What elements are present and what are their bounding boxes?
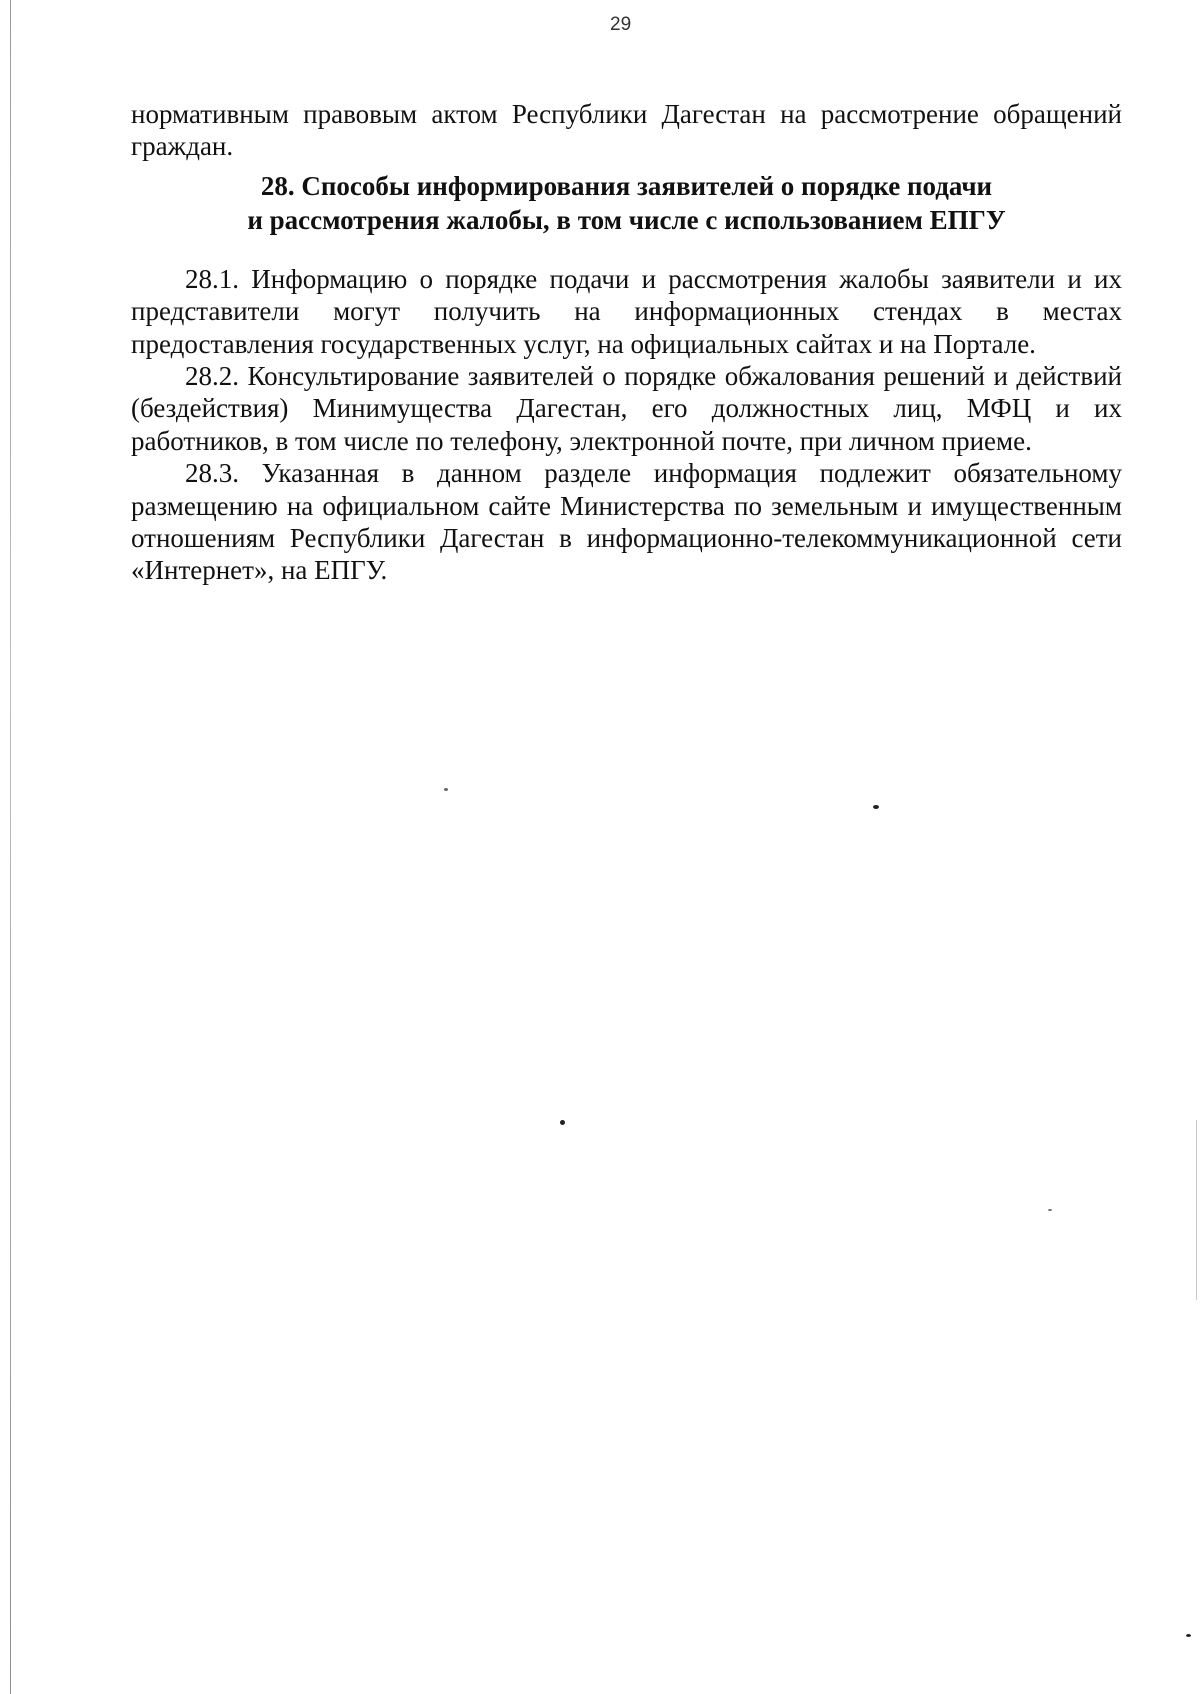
document-body [131, 98, 1122, 587]
paragraph-28-2: 28.2. Консультирование заявителей о порядке обжалования решений и действий (бездействия) Минимущества Дагестан, его должностных лиц, МФЦ и их работников, в том числе по телефону, электронной почте, при личном приеме. [131, 361, 1122, 456]
continuation-paragraph: нормативным правовым актом Республики Дагестан на рассмотрение обращений граждан. [131, 99, 1122, 162]
scan-speck [560, 1120, 565, 1125]
paragraph-28-1: 28.1. Информацию о порядке подачи и рассмотрения жалобы заявители и их представители могут получить на информационных стендах в местах предоставления государственных услуг, на официальных сайтах и на Портале. [131, 263, 1122, 359]
scan-speck [873, 805, 879, 809]
section-heading-line-2: и рассмотрения жалобы, в том числе с использованием ЕПГУ [247, 204, 1006, 235]
section-heading-line-1: 28. Способы информирования заявителей о порядке подачи [260, 170, 993, 201]
section-heading [131, 169, 1122, 237]
scan-speck [1048, 1209, 1052, 1211]
scan-speck [1186, 1634, 1191, 1637]
scan-edge-left [10, 0, 11, 1694]
paragraph-28-3: 28.3. Указанная в данном разделе информация подлежит обязательному размещению на официальном сайте Министерства по земельным и имущественным отношениям Республики Дагестан в информационно-телекоммуникационной сети «Интернет», на ЕПГУ. [131, 458, 1122, 586]
page-number: 29 [610, 14, 632, 35]
scan-edge-right [1196, 1120, 1197, 1300]
scan-speck [444, 788, 448, 791]
